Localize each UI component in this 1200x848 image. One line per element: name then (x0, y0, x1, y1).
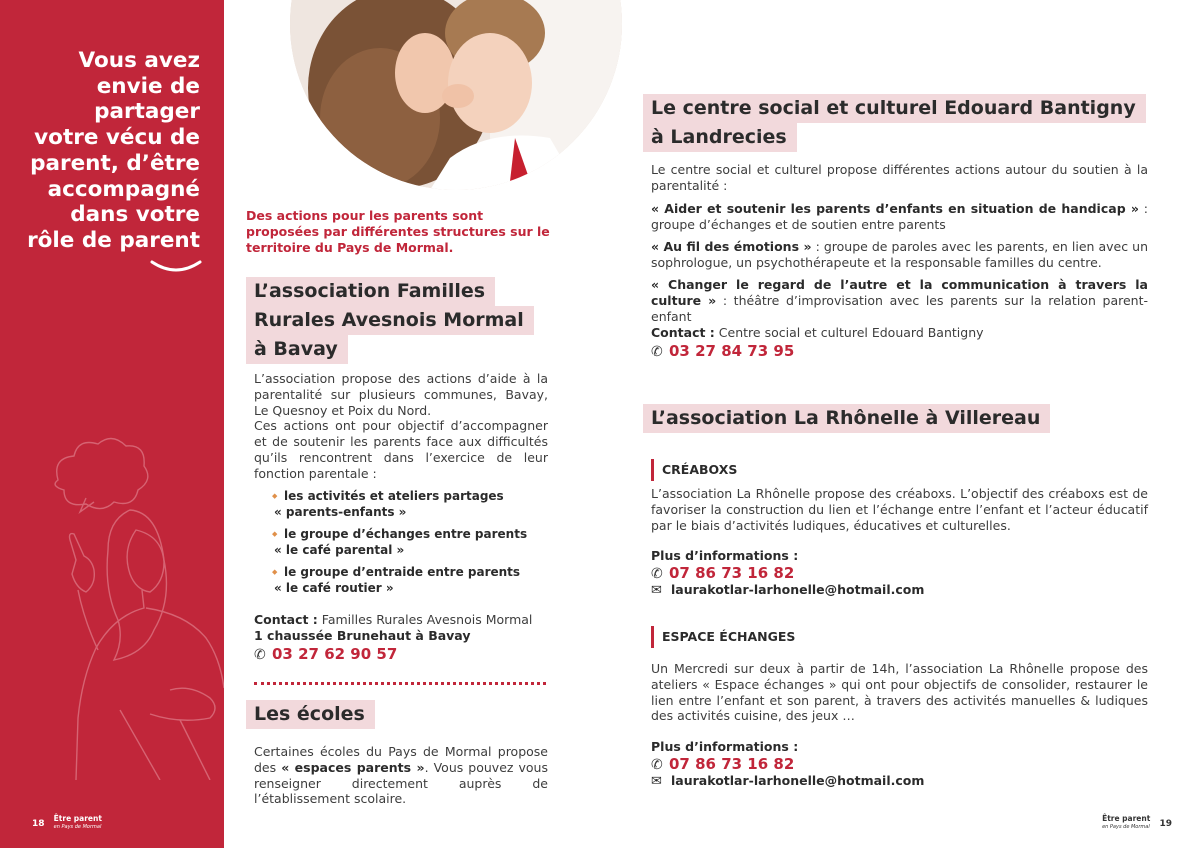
page-number: 18 (32, 818, 45, 829)
ecoles-body (254, 744, 548, 807)
phone-number[interactable]: 07 86 73 16 82 (669, 755, 795, 773)
bantigny-item (651, 277, 1148, 324)
contact-name: Centre social et culturel Edouard Bantigny (718, 325, 984, 340)
familles-rurales-contact (254, 612, 554, 644)
phone-number[interactable]: 07 86 73 16 82 (669, 564, 795, 582)
creaboxs-body: L’association La Rhônelle propose des créaboxs. L’objectif des créaboxs est de favoriser la construction du lien et l’échange entre l’enfant et l’acteur éducatif par le biais d’activités ludiques, éducatives et culturelles. (651, 486, 1148, 533)
brand-title: Être parent (1102, 814, 1151, 823)
ecoles-heading (246, 700, 375, 729)
bantigny-item-text: : théâtre d’improvisation avec les parents sur la relation parent-enfant (651, 292, 1148, 324)
echanges-email[interactable] (651, 773, 924, 790)
list-item-title: ◆ les activités et ateliers partages (284, 489, 504, 503)
bantigny-intro: Le centre social et culturel propose différentes actions autour du soutien à la parentalité : (651, 162, 1148, 193)
phone-icon: ✆ (651, 757, 663, 773)
heading-line: à Landrecies (643, 123, 797, 152)
phone-number[interactable]: 03 27 62 90 57 (272, 645, 398, 663)
bantigny-item-title: « Aider et soutenir les parents d’enfants en situation de handicap » (651, 201, 1139, 216)
page-footer-right (1102, 815, 1178, 831)
list-item-subtitle: « le café routier » (274, 581, 394, 595)
smile-icon (150, 258, 202, 274)
echanges-subhead: ESPACE ÉCHANGES (651, 626, 795, 648)
email-address[interactable]: laurakotlar-larhonelle@hotmail.com (671, 582, 925, 597)
bantigny-item-text: : groupe de paroles avec les parents, en lien avec un sophrologue, un psychothérapeute et la responsable familles du centre. (651, 239, 1148, 270)
list-item-title: ◆ le groupe d’entraide entre parents (284, 565, 521, 579)
phone-icon: ✆ (651, 566, 663, 582)
list-item (274, 488, 554, 520)
contact-address: 1 chaussée Brunehaut à Bavay (254, 628, 471, 643)
phone-icon: ✆ (254, 647, 266, 663)
woman-illustration-icon (20, 420, 224, 780)
echanges-info-label: Plus d’informations : (651, 739, 799, 754)
familles-rurales-phone[interactable] (254, 645, 397, 664)
familles-rurales-list (274, 488, 554, 602)
contact-label: Contact : (651, 325, 715, 340)
rhonelle-heading (643, 404, 1050, 433)
envelope-icon: ✉ (651, 774, 662, 789)
familles-rurales-body: L’association propose des actions d’aide à la parentalité sur plusieurs communes, Bavay, Le Quesnoy et Poix du Nord. Ces actions ont pour objectif d’accompagner et de soutenir les parents face aux difficultés qu’ils rencontrent dans l’exercice de leur fonction parentale : (254, 371, 548, 481)
brand-title: Être parent (53, 814, 102, 823)
phone-icon: ✆ (651, 344, 663, 360)
bantigny-item-text: : groupe d’échanges et de soutien entre parents (651, 201, 1148, 232)
heading-line: Rurales Avesnois Mormal (246, 306, 534, 335)
brand-logo (54, 815, 102, 831)
envelope-icon: ✉ (651, 583, 662, 598)
children-whispering-image (290, 0, 622, 190)
list-item-title: ◆ le groupe d’échanges entre parents (284, 527, 528, 541)
sidebar-heading: Vous avez envie de partager votre vécu de parent, d’être accompagné dans votre rôle de parent (27, 48, 200, 253)
heading-line: Le centre social et culturel Edouard Bantigny (643, 94, 1146, 123)
children-photo (290, 0, 622, 190)
email-address[interactable]: laurakotlar-larhonelle@hotmail.com (671, 773, 925, 788)
brand-subtitle: en Pays de Mormal (1102, 824, 1150, 830)
heading-line: L’association Familles (246, 277, 495, 306)
bantigny-contact (651, 325, 984, 341)
list-item (274, 526, 554, 558)
echanges-body: Un Mercredi sur deux à partir de 14h, l’association La Rhônelle propose des ateliers « Espace échanges » qui ont pour objectifs de consolider, restaurer le lien entre l’enfant et son parent, à travers des activités manuelles & ludiques des activités cuisine, des jeux … (651, 661, 1148, 724)
ecoles-body-end: . Vous pouvez vous renseigner directement auprès de l’établissement scolaire. (254, 759, 548, 807)
sidebar (0, 0, 224, 848)
contact-label: Contact : (254, 612, 318, 627)
bantigny-phone[interactable] (651, 342, 794, 361)
creaboxs-phone[interactable] (651, 564, 794, 583)
intro-text: Des actions pour les parents sont proposées par différentes structures sur le territoire du Pays de Mormal. (246, 208, 550, 255)
heading-line: Les écoles (246, 700, 375, 729)
brand-subtitle: en Pays de Mormal (53, 824, 102, 830)
creaboxs-subhead: CRÉABOXS (651, 459, 737, 481)
phone-number[interactable]: 03 27 84 73 95 (669, 342, 795, 360)
creaboxs-info-label: Plus d’informations : (651, 548, 799, 563)
creaboxs-email[interactable] (651, 582, 924, 599)
brand-logo (1102, 815, 1150, 831)
bantigny-item-title: « Changer le regard de l’autre et la communication à travers la culture » (651, 277, 1148, 308)
list-item (274, 564, 554, 596)
bantigny-heading (643, 94, 1146, 152)
list-item-subtitle: « parents-enfants » (274, 505, 407, 519)
bantigny-item (651, 239, 1148, 271)
page-number: 19 (1159, 818, 1172, 829)
heading-line: à Bavay (246, 335, 348, 364)
section-divider (254, 682, 546, 685)
list-item-subtitle: « le café parental » (274, 543, 405, 557)
familles-rurales-heading (246, 277, 534, 364)
ecoles-body-bold: « espaces parents » (281, 759, 425, 775)
ecoles-body-start: Certaines écoles du Pays de Mormal propose des (254, 744, 548, 775)
page-footer-left (26, 815, 102, 831)
heading-line: L’association La Rhônelle à Villereau (643, 404, 1050, 433)
bantigny-item (651, 201, 1148, 233)
bantigny-item-title: « Au fil des émotions » (651, 239, 812, 254)
contact-name: Familles Rurales Avesnois Mormal (321, 612, 533, 627)
echanges-phone[interactable] (651, 755, 794, 774)
